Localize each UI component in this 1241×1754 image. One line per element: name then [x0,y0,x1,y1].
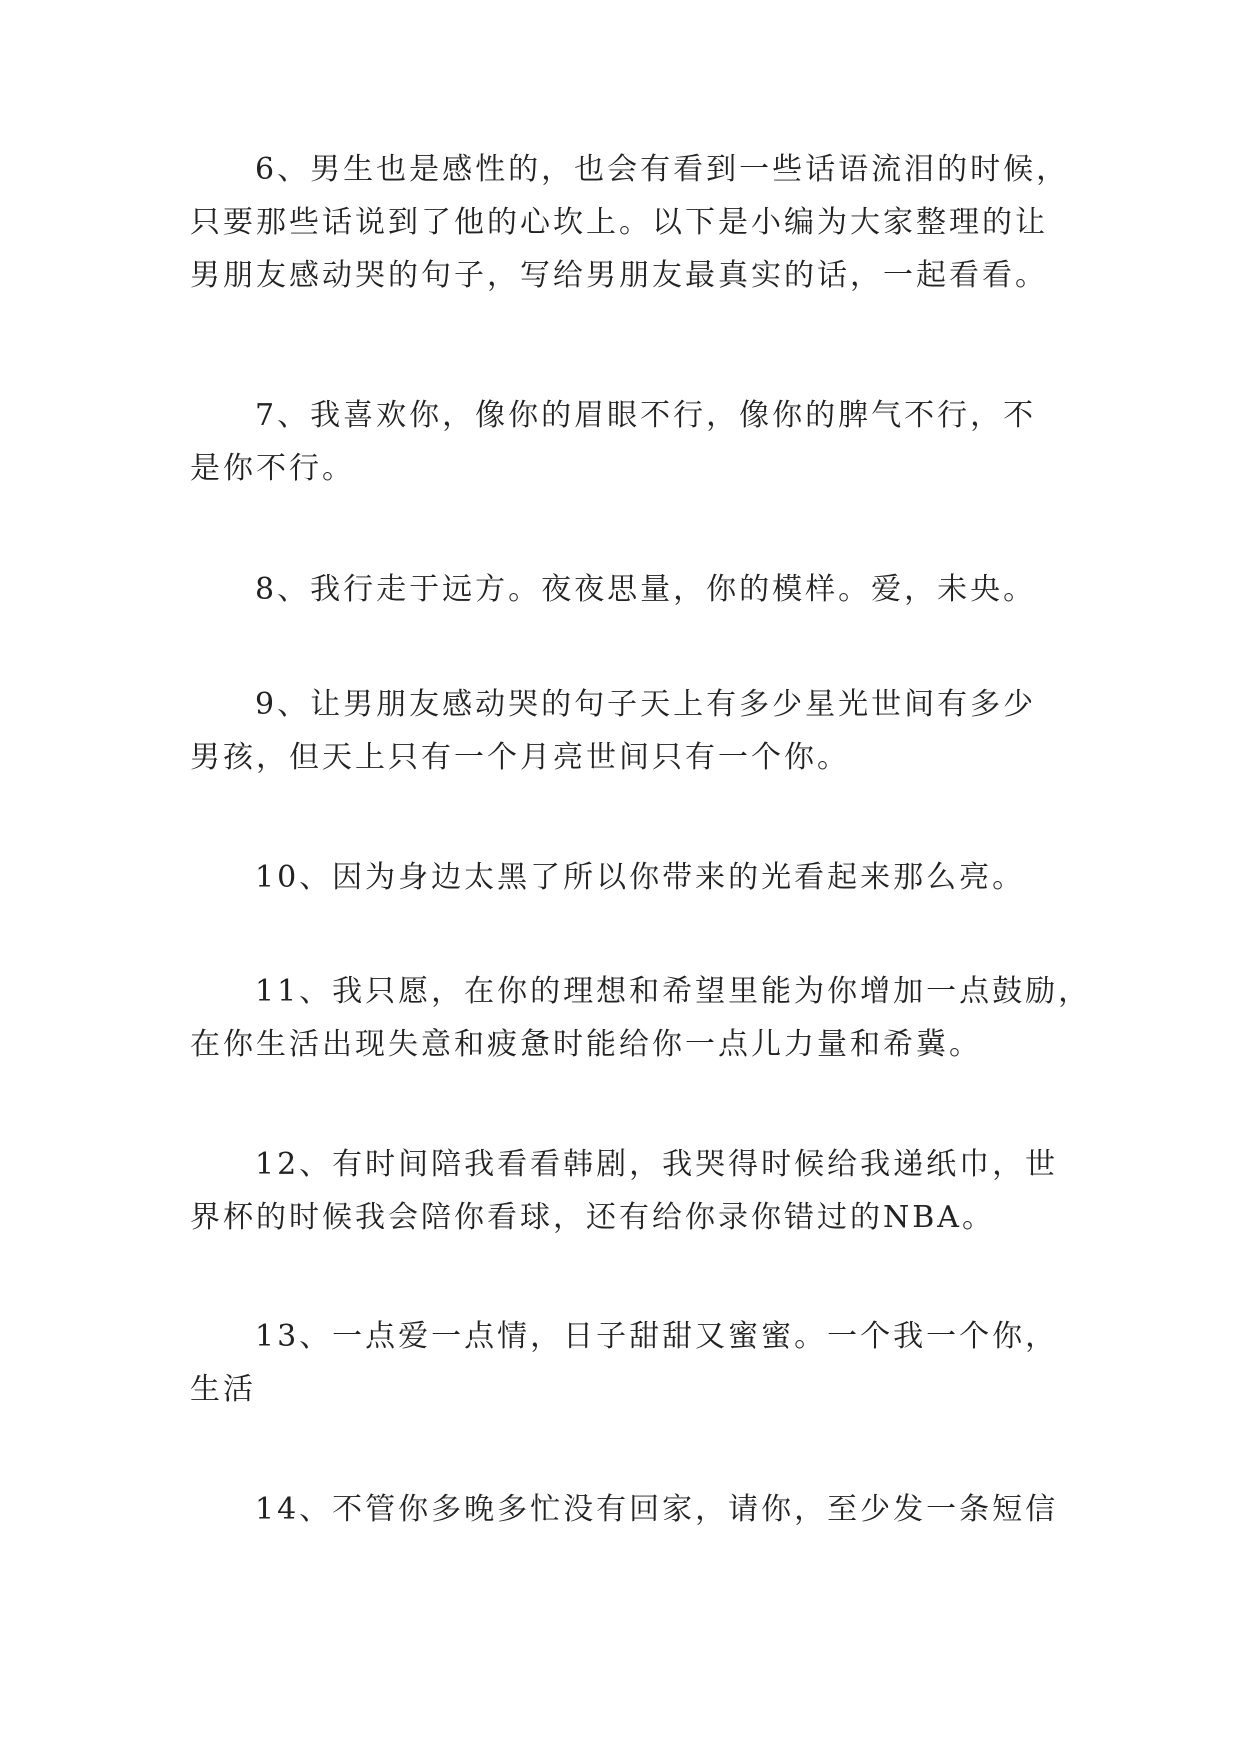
paragraph-line: 14、不管你多晚多忙没有回家，请你，至少发一条短信 [255,1492,1059,1527]
paragraph-line: 9、让男朋友感动哭的句子天上有多少星光世间有多少 [255,687,1037,722]
paragraph-line: 7、我喜欢你，像你的眉眼不行，像你的脾气不行，不 [255,398,1037,433]
paragraph-line: 生活 [190,1372,256,1407]
paragraph-line: 8、我行走于远方。夜夜思量，你的模样。爱，未央。 [255,572,1037,607]
paragraph-line: 男朋友感动哭的句子，写给男朋友最真实的话，一起看看。 [190,258,1048,293]
paragraph-line: 13、一点爱一点情，日子甜甜又蜜蜜。一个我一个你， [255,1319,1059,1354]
paragraph-line: 是你不行。 [190,451,355,486]
paragraph-line: 只要那些话说到了他的心坎上。以下是小编为大家整理的让 [190,205,1048,240]
paragraph-line: 10、因为身边太黑了所以你带来的光看起来那么亮。 [255,860,1026,895]
paragraph-line: 界杯的时候我会陪你看球，还有给你录你错过的NBA。 [190,1200,995,1235]
paragraph-line: 男孩，但天上只有一个月亮世间只有一个你。 [190,740,850,775]
paragraph-line: 11、我只愿，在你的理想和希望里能为你增加一点鼓励， [255,974,1092,1009]
paragraph-line: 在你生活出现失意和疲惫时能给你一点儿力量和希冀。 [190,1027,982,1062]
paragraph-line: 12、有时间陪我看看韩剧，我哭得时候给我递纸巾，世 [255,1147,1059,1182]
paragraph-line: 6、男生也是感性的，也会有看到一些话语流泪的时候， [255,152,1070,187]
